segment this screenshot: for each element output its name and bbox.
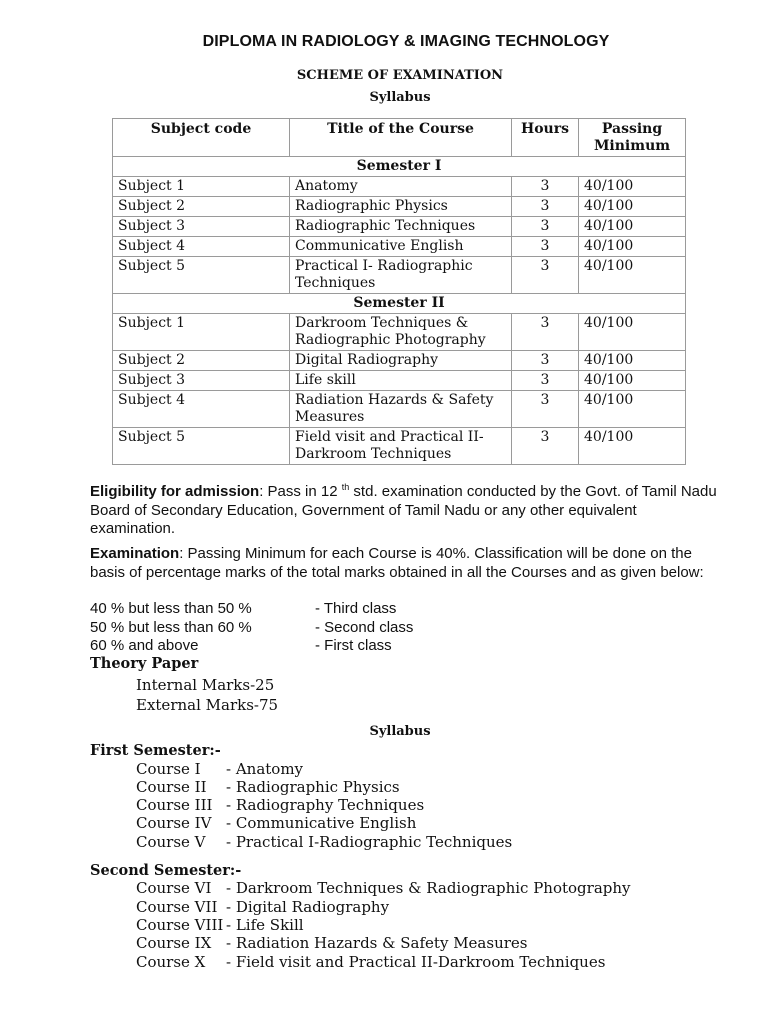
hours: 3 xyxy=(512,314,579,351)
course-name: - Field visit and Practical II-Darkroom Techniques xyxy=(226,953,606,971)
table-row xyxy=(113,197,686,217)
class-range-3: 60 % and above xyxy=(90,637,199,654)
passing-minimum: 40/100 xyxy=(579,428,686,465)
hours: 3 xyxy=(512,197,579,217)
table-row xyxy=(113,351,686,371)
subject-code: Subject 2 xyxy=(113,197,290,217)
subject-code: Subject 4 xyxy=(113,237,290,257)
subject-code: Subject 5 xyxy=(113,257,290,294)
eligibility-text-end: std. examination conducted by the Govt. of Tamil Nadu Board of Secondary Education, Government of Tamil Nadu or any other equivalent examination. xyxy=(90,483,717,537)
class-range-1: 40 % but less than 50 % xyxy=(90,600,252,617)
course-name: - Life Skill xyxy=(226,916,304,934)
eligibility-superscript: th xyxy=(341,482,350,492)
course-number: Course I xyxy=(136,760,201,778)
table-row xyxy=(113,217,686,237)
examination-label: Examination xyxy=(90,545,180,562)
syllabus-heading: Syllabus xyxy=(369,724,431,739)
table-row xyxy=(113,177,686,197)
course-name: - Communicative English xyxy=(226,814,417,832)
examination-text: : Passing Minimum for each Course is 40%. Classification will be done on the basis of percentage marks of the total marks obtained in all the Courses and as given below: xyxy=(90,545,704,581)
course-number: Course IX xyxy=(136,934,212,952)
syllabus-subheading: Syllabus xyxy=(369,90,431,105)
hours: 3 xyxy=(512,177,579,197)
course-name: - Darkroom Techniques & Radiographic Photography xyxy=(226,879,631,897)
course-name: - Digital Radiography xyxy=(226,898,390,916)
hours: 3 xyxy=(512,351,579,371)
course-number: Course X xyxy=(136,953,206,971)
header-course-title: Title of the Course xyxy=(290,119,512,157)
semester-2-label: Semester II xyxy=(113,294,686,314)
subject-code: Subject 1 xyxy=(113,177,290,197)
course-name: - Anatomy xyxy=(226,760,304,778)
course-title: Radiation Hazards & Safety Measures xyxy=(290,391,512,428)
course-number: Course II xyxy=(136,778,207,796)
passing-minimum: 40/100 xyxy=(579,217,686,237)
subject-code: Subject 5 xyxy=(113,428,290,465)
course-title: Radiographic Physics xyxy=(290,197,512,217)
table-row xyxy=(113,314,686,351)
hours: 3 xyxy=(512,237,579,257)
course-name: - Radiation Hazards & Safety Measures xyxy=(226,934,528,952)
eligibility-paragraph xyxy=(90,483,720,539)
course-number: Course IV xyxy=(136,814,212,832)
passing-minimum: 40/100 xyxy=(579,237,686,257)
hours: 3 xyxy=(512,371,579,391)
scheme-table xyxy=(112,118,686,465)
table-row xyxy=(113,391,686,428)
header-hours: Hours xyxy=(512,119,579,157)
course-title: Anatomy xyxy=(290,177,512,197)
hours: 3 xyxy=(512,217,579,237)
course-title: Field visit and Practical II-Darkroom Techniques xyxy=(290,428,512,465)
passing-minimum: 40/100 xyxy=(579,177,686,197)
course-title: Life skill xyxy=(290,371,512,391)
course-title: Digital Radiography xyxy=(290,351,512,371)
scheme-heading: SCHEME OF EXAMINATION xyxy=(296,68,504,83)
external-marks: External Marks-75 xyxy=(136,696,279,714)
class-name-3: - First class xyxy=(315,637,392,654)
passing-minimum: 40/100 xyxy=(579,351,686,371)
course-title: Darkroom Techniques & Radiographic Photography xyxy=(290,314,512,351)
subject-code: Subject 3 xyxy=(113,217,290,237)
second-semester-label: Second Semester:- xyxy=(90,862,242,879)
course-name: - Radiography Techniques xyxy=(226,796,425,814)
table-row xyxy=(113,428,686,465)
passing-minimum: 40/100 xyxy=(579,257,686,294)
eligibility-label: Eligibility for admission xyxy=(90,483,260,500)
class-name-1: - Third class xyxy=(315,600,397,617)
subject-code: Subject 3 xyxy=(113,371,290,391)
subject-code: Subject 2 xyxy=(113,351,290,371)
hours: 3 xyxy=(512,391,579,428)
internal-marks: Internal Marks-25 xyxy=(136,676,275,694)
class-range-2: 50 % but less than 60 % xyxy=(90,619,252,636)
theory-paper-label: Theory Paper xyxy=(90,655,199,672)
table-header-row xyxy=(113,119,686,157)
semester-1-label: Semester I xyxy=(113,157,686,177)
passing-minimum: 40/100 xyxy=(579,314,686,351)
header-subject-code: Subject code xyxy=(113,119,290,157)
course-number: Course VII xyxy=(136,898,218,916)
hours: 3 xyxy=(512,257,579,294)
course-title: Radiographic Techniques xyxy=(290,217,512,237)
course-number: Course V xyxy=(136,833,206,851)
table-row xyxy=(113,257,686,294)
examination-paragraph xyxy=(90,545,720,582)
document-title: DIPLOMA IN RADIOLOGY & IMAGING TECHNOLOGY xyxy=(202,33,610,50)
subject-code: Subject 1 xyxy=(113,314,290,351)
header-passing-minimum: Passing Minimum xyxy=(579,119,686,157)
table-row xyxy=(113,371,686,391)
course-number: Course III xyxy=(136,796,213,814)
course-name: - Practical I-Radiographic Techniques xyxy=(226,833,513,851)
table-row xyxy=(113,237,686,257)
eligibility-text-start: : Pass in 12 xyxy=(259,483,342,500)
course-number: Course VIII xyxy=(136,916,224,934)
course-number: Course VI xyxy=(136,879,212,897)
passing-minimum: 40/100 xyxy=(579,197,686,217)
course-name: - Radiographic Physics xyxy=(226,778,400,796)
course-title: Communicative English xyxy=(290,237,512,257)
hours: 3 xyxy=(512,428,579,465)
subject-code: Subject 4 xyxy=(113,391,290,428)
passing-minimum: 40/100 xyxy=(579,391,686,428)
class-name-2: - Second class xyxy=(315,619,414,636)
course-title: Practical I- Radiographic Techniques xyxy=(290,257,512,294)
passing-minimum: 40/100 xyxy=(579,371,686,391)
first-semester-label: First Semester:- xyxy=(90,742,221,759)
